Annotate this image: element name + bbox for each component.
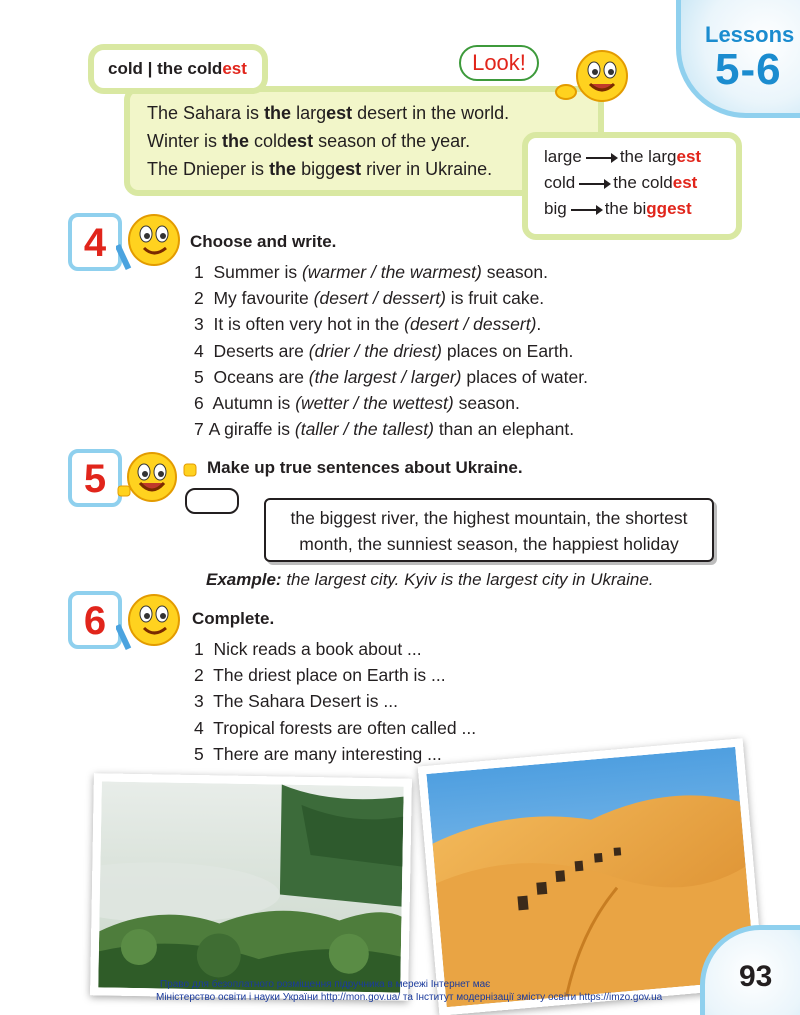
rainforest-photo: [90, 773, 412, 1001]
exercise-4-number: 4: [68, 213, 122, 271]
exercise-6-title: Complete.: [192, 609, 275, 628]
comparison-row: big the biggest: [544, 199, 692, 218]
list-item: 7 A giraffe is (taller / the tallest) than an elephant.: [194, 419, 575, 440]
list-item: 2 The driest place on Earth is ...: [194, 665, 446, 686]
list-item: 2 My favourite (desert / dessert) is fruit cake.: [194, 288, 545, 309]
list-item: 3 The Sahara Desert is ...: [194, 691, 398, 712]
lesson-badge: [676, 0, 800, 118]
look-bubble: Look!: [459, 45, 539, 81]
grammar-tag: [88, 44, 268, 94]
word-box-line: month, the sunniest season, the happiest holiday: [299, 534, 679, 554]
comparison-box: [522, 132, 742, 240]
grammar-line: The Sahara is the largest desert in the world.: [147, 103, 510, 123]
arrow-right-icon: [586, 157, 616, 159]
list-item: 4 Tropical forests are often called ...: [194, 717, 477, 738]
comparison-row: large the largest: [544, 147, 702, 166]
lesson-number: 5-6: [715, 45, 782, 94]
list-item: 5 Oceans are (the largest / larger) places of water.: [194, 366, 588, 387]
list-item: 1 Summer is (warmer / the warmest) season.: [194, 262, 548, 282]
arrow-right-icon: [571, 209, 601, 211]
list-item: 4 Deserts are (drier / the driest) places on Earth.: [194, 340, 574, 361]
example-sentence: Example: the largest city. Kyiv is the largest city in Ukraine.: [206, 570, 654, 589]
lesson-label: Lessons: [705, 22, 795, 47]
word-box-line: the biggest river, the highest mountain, the shortest: [290, 508, 688, 528]
speech-bubble: [185, 488, 239, 514]
arrow-right-icon: [579, 183, 609, 185]
grammar-line: The Dnieper is the biggest river in Ukraine.: [147, 159, 493, 179]
word-box: [264, 498, 714, 562]
footer-line-1: Право для безоплатного розміщення підручника в мережі Інтернет має: [160, 979, 491, 990]
smiley-writing-icon: [116, 590, 182, 654]
grammar-line: Winter is the coldest season of the year.: [147, 131, 471, 151]
list-item: 1 Nick reads a book about ...: [194, 639, 422, 659]
exercise-6-list: [194, 636, 476, 767]
list-item: 5 There are many interesting ...: [194, 743, 442, 764]
exercise-5-number: 5: [68, 449, 122, 507]
grammar-examples: [147, 99, 509, 183]
smiley-pointing-icon: [552, 48, 632, 106]
list-item: 3 It is often very hot in the (desert / dessert).: [194, 314, 542, 335]
list-item: 6 Autumn is (wetter / the wettest) season.: [194, 393, 520, 414]
exercise-5-title: Make up true sentences about Ukraine.: [207, 458, 523, 477]
comparison-row: cold the coldest: [544, 173, 698, 192]
exercise-4-title: Choose and write.: [190, 232, 337, 251]
page-number: 93: [739, 960, 773, 993]
smiley-writing-icon: [116, 210, 182, 274]
exercise-4-list: [194, 259, 588, 442]
footer-line-2: Міністерство освіти і науки України http://mon.gov.ua/ та Інститут модернізації змісту освіти https://imzo.gov.ua: [156, 992, 663, 1003]
grammar-tag-suffix: est: [222, 59, 247, 78]
grammar-tag-base: cold | the cold: [108, 59, 223, 78]
exercise-6-number: 6: [68, 591, 122, 649]
